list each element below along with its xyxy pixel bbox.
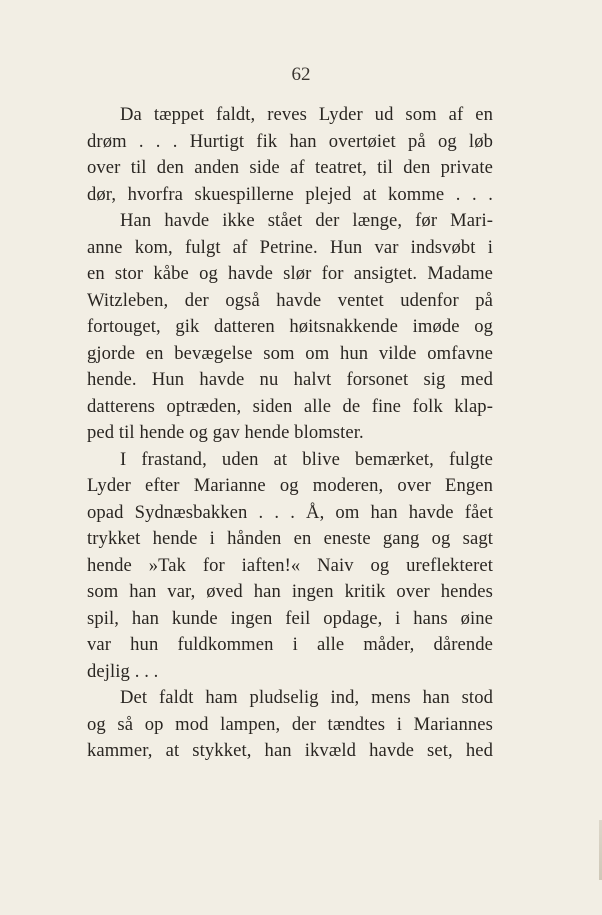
- text-line: kammer, at stykket, han ikvæld havde set, hed: [87, 740, 493, 761]
- text-line: Han havde ikke stået der længe, før Mari-: [120, 210, 493, 231]
- text-line: Da tæppet faldt, reves Lyder ud som af en: [120, 104, 493, 125]
- text-line: en stor kåbe og havde slør for ansigtet. Madame: [87, 263, 493, 284]
- text-line: Det faldt ham pludselig ind, mens han stod: [120, 687, 493, 708]
- page-number: 62: [291, 64, 311, 85]
- body-text: [87, 102, 493, 765]
- text-line: hende. Hun havde nu halvt forsonet sig med: [87, 369, 493, 390]
- text-line: I frastand, uden at blive bemærket, fulgte: [120, 448, 493, 470]
- text-line: som han var, øved han ingen kritik over hendes: [87, 581, 493, 602]
- text-line: datterens optræden, siden alle de fine folk klap-: [87, 395, 493, 417]
- text-line: hende »Tak for iaften!« Naiv og ureflekteret: [87, 554, 493, 576]
- text-line: fortouget, gik datteren høitsnakkende imøde og: [87, 316, 493, 337]
- text-line: gjorde en bevægelse som om hun vilde omfavne: [87, 342, 493, 364]
- text-line: dør, hvorfra skuespillerne plejed at komme . . .: [87, 183, 493, 205]
- text-line: trykket hende i hånden en eneste gang og sagt: [87, 528, 493, 549]
- text-line: over til den anden side af teatret, til den private: [87, 157, 493, 178]
- text-line: spil, han kunde ingen feil opdage, i hans øine: [87, 607, 493, 629]
- text-line: anne kom, fulgt af Petrine. Hun var indsvøbt i: [87, 236, 493, 258]
- text-line: og så op mod lampen, der tændtes i Mariannes: [87, 713, 493, 735]
- text-line: opad Sydnæsbakken . . . Å, om han havde fået: [87, 501, 493, 523]
- text-line: drøm . . . Hurtigt fik han overtøiet på og løb: [87, 130, 493, 152]
- text-line: Lyder efter Marianne og moderen, over Engen: [87, 475, 493, 496]
- text-line: var hun fuldkommen i alle måder, dårende: [87, 634, 493, 655]
- text-line: ped til hende og gav hende blomster.: [87, 422, 364, 443]
- text-line: dejlig . . .: [87, 660, 159, 682]
- text-line: Witzleben, der også havde ventet udenfor på: [87, 289, 493, 311]
